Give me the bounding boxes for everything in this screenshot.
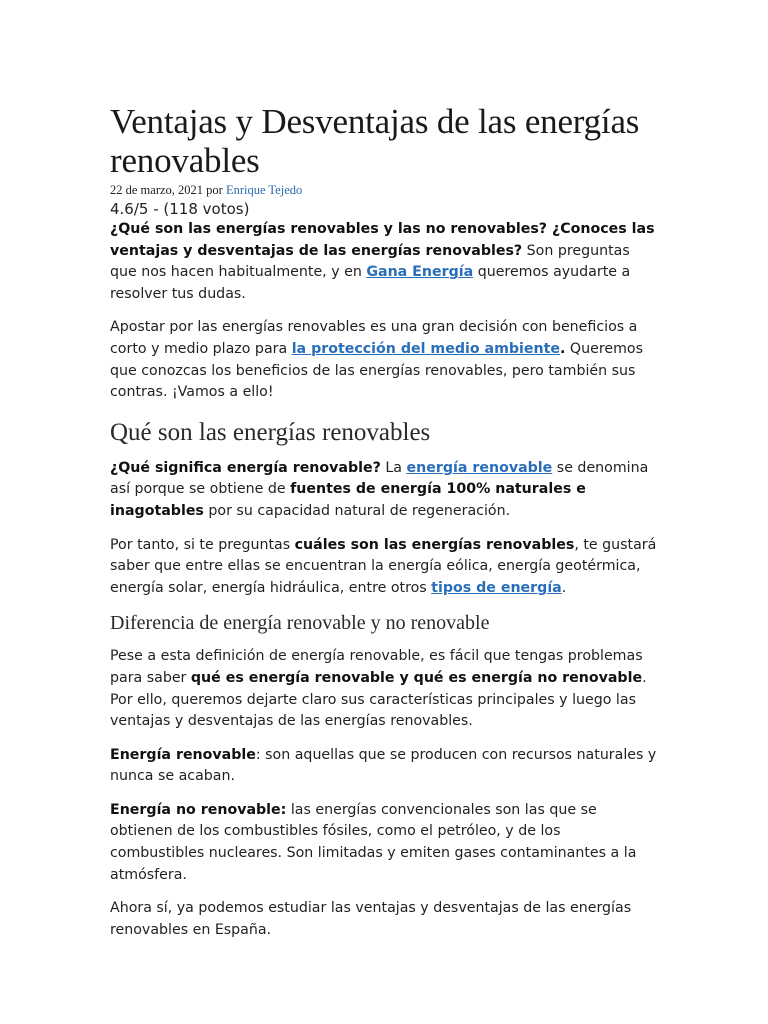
paragraph-6 bbox=[110, 745, 658, 788]
intro-question: ¿Qué son las energías renovables y las no renovables? ¿Conoces las ventajas y desventajas de las energías renovables? bbox=[110, 221, 655, 259]
p5-text-2: . Por ello, queremos dejarte claro sus características principales y luego las ventajas y desventajas de las energías renovables. bbox=[110, 669, 647, 730]
p7-bold: Energía no renovable: bbox=[110, 801, 287, 818]
gana-energia-link[interactable]: Gana Energía bbox=[366, 264, 474, 281]
author-link[interactable]: Enrique Tejedo bbox=[225, 183, 303, 197]
article bbox=[110, 102, 658, 953]
paragraph-7 bbox=[110, 800, 658, 886]
paragraph-2 bbox=[110, 317, 658, 403]
by-label: por bbox=[206, 183, 223, 197]
p6-bold: Energía renovable bbox=[110, 746, 256, 763]
p4-text-3: . bbox=[561, 579, 567, 596]
intro-paragraph bbox=[110, 219, 658, 305]
p5-text-1: Pese a esta definición de energía renovable, es fácil que tengas problemas para saber bbox=[110, 648, 643, 686]
p7-text: las energías convencionales son las que se obtienen de los combustibles fósiles, como el petróleo, y de los combustibles nucleares. Son limitadas y emiten gases contaminantes a la atmósfera. bbox=[110, 801, 637, 883]
p3-bold-question: ¿Qué significa energía renovable? bbox=[110, 459, 381, 476]
paragraph-8: Ahora sí, ya podemos estudiar las ventajas y desventajas de las energías renovables en España. bbox=[110, 900, 632, 938]
p3-text-1: La bbox=[380, 459, 407, 476]
medio-ambiente-link[interactable]: la protección del medio ambiente bbox=[291, 340, 561, 357]
p2-text-1: Apostar por las energías renovables es una gran decisión con beneficios a corto y medio plazo para bbox=[110, 319, 638, 357]
intro-text-1: Son preguntas que nos hacen habitualmente, y en bbox=[110, 242, 630, 281]
p4-text-2: , te gustará saber que entre ellas se encuentran la energía eólica, energía geotérmica, energía solar, energía hidráulica, entre otros bbox=[110, 536, 657, 596]
article-meta bbox=[110, 183, 658, 198]
p4-text-1: Por tanto, si te preguntas bbox=[110, 536, 295, 553]
paragraph-4 bbox=[110, 535, 658, 600]
section-heading-renovables: Qué son las energías renovables bbox=[110, 418, 431, 446]
paragraph-5 bbox=[110, 646, 658, 732]
page-title: Ventajas y Desventajas de las energías renovables bbox=[110, 102, 640, 180]
energia-renovable-link[interactable]: energía renovable bbox=[406, 459, 553, 476]
p5-bold: qué es energía renovable y qué es energía no renovable bbox=[190, 669, 643, 686]
intro-text-2: queremos ayudarte a resolver tus dudas. bbox=[110, 264, 631, 302]
p2-dot: . bbox=[560, 340, 566, 357]
subsection-heading-diferencia: Diferencia de energía renovable y no renovable bbox=[110, 612, 490, 635]
p4-bold: cuáles son las energías renovables bbox=[294, 536, 575, 553]
p3-bold-fuentes: fuentes de energía 100% naturales e inagotables bbox=[110, 481, 586, 519]
paragraph-3 bbox=[110, 458, 658, 523]
rating-text: 4.6/5 - (118 votos) bbox=[110, 200, 250, 218]
p3-text-2: se denomina así porque se obtiene de bbox=[110, 459, 649, 498]
publish-date: 22 de marzo, 2021 bbox=[110, 183, 204, 197]
p6-text: : son aquellas que se producen con recursos naturales y nunca se acaban. bbox=[110, 746, 657, 785]
tipos-energia-link[interactable]: tipos de energía bbox=[431, 579, 562, 596]
p2-text-2: Queremos que conozcas los beneficios de las energías renovables, pero también sus contras. ¡Vamos a ello! bbox=[110, 340, 643, 401]
p3-text-3: por su capacidad natural de regeneración. bbox=[203, 502, 511, 519]
